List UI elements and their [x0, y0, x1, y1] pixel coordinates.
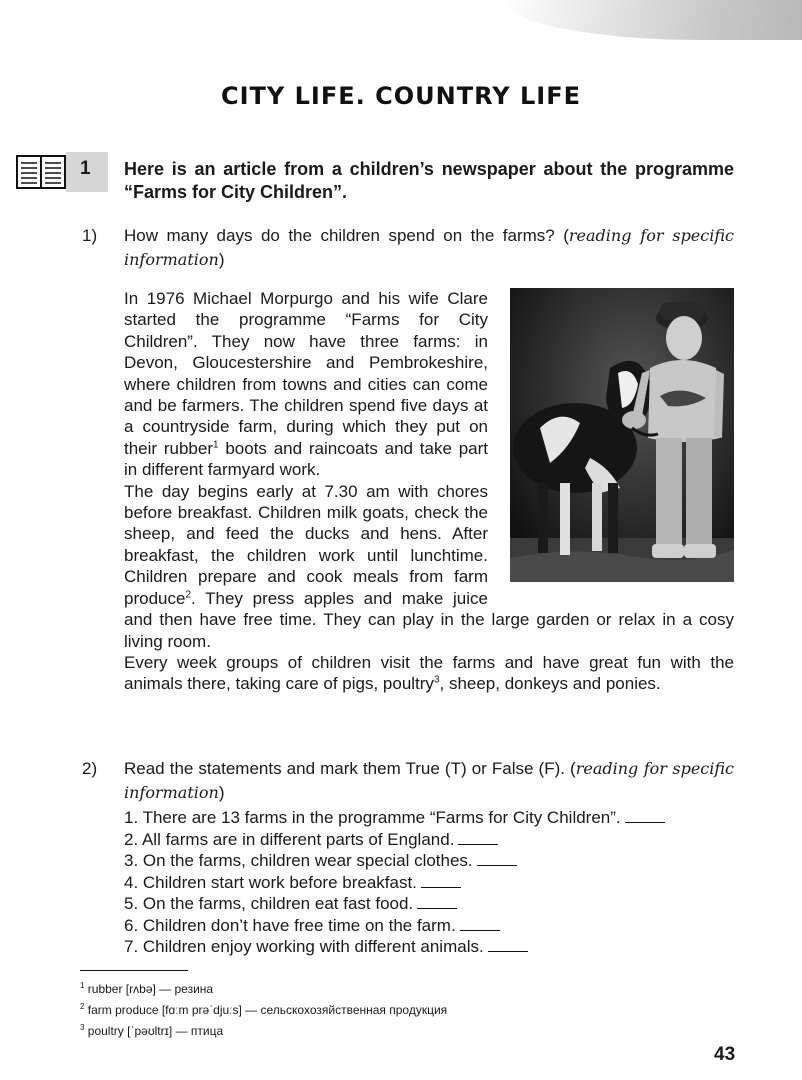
statement-item: 5. On the farms, children eat fast food.	[124, 893, 744, 915]
question-2-hint: reading for specific information	[124, 759, 734, 802]
question-1-hint: reading for specific information	[124, 226, 734, 269]
boy-with-calf-photo	[510, 288, 734, 582]
task-number: 1	[80, 158, 91, 179]
question-2-number: 2)	[82, 759, 98, 778]
statement-item: 3. On the farms, children wear special clothes.	[124, 850, 744, 872]
answer-blank[interactable]	[458, 830, 498, 845]
footnote-divider	[80, 970, 188, 971]
task-instruction: Here is an article from a children’s newspaper about the programme “Farms for City Children”.	[124, 159, 734, 202]
footnote-item: $^1$ rubber [rʌbə] — резина	[80, 981, 214, 996]
answer-blank[interactable]	[417, 894, 457, 909]
article-paragraph-1: In 1976 Michael Morpurgo and his wife Clare started the programme “Farms for City Children”. They now have three farms: in Devon, Gloucestershire and Pembrokeshire, where children from towns and cities can come and be farmers. The children spend five days at a countryside farm, during which they put on their rubber$^1$ boots and raincoats and take part in different farmyard work.	[124, 289, 488, 480]
statement-item: 4. Children start work before breakfast.	[124, 872, 744, 894]
footnote-item: $^2$ farm produce [fɑːm prəˈdjuːs] — сельскохозяйственная продукция	[80, 1002, 448, 1017]
article-paragraph-3: Every week groups of children visit the farms and have great fun with the animals there, taking care of pigs, poultry$^3$, sheep, donkeys and ponies.	[124, 652, 734, 694]
corner-decoration	[502, 0, 802, 40]
answer-blank[interactable]	[625, 808, 665, 823]
question-1-number: 1)	[82, 226, 98, 245]
article-paragraph-2: The day begins early at 7.30 am with chores before breakfast. Children milk goats, check the sheep, and feed the ducks and hens. After breakfast, the children work until lunchtime. Children prepare and cook meals from farm produce$^2$. They press apples and make juice and then have free time. They can play in the large garden or relax in a cosy living room.	[124, 481, 734, 651]
statement-item: 6. Children don’t have free time on the farm.	[124, 915, 744, 937]
page-number: 43	[714, 1044, 736, 1065]
statements-list	[124, 807, 744, 958]
statement-item: 2. All farms are in different parts of England.	[124, 829, 744, 851]
open-book-icon	[16, 155, 66, 189]
answer-blank[interactable]	[477, 851, 517, 866]
footnotes	[80, 977, 447, 1040]
statement-item: 1. There are 13 farms in the programme “Farms for City Children”.	[124, 807, 744, 829]
answer-blank[interactable]	[488, 937, 528, 952]
question-1-text: How many days do the children spend on the farms? (reading for specific information)	[124, 226, 734, 269]
article	[124, 288, 734, 695]
answer-blank[interactable]	[460, 916, 500, 931]
footnote-item: $^3$ poultry [ˈpəʊltrɪ] — птица	[80, 1023, 224, 1038]
statement-item: 7. Children enjoy working with different animals.	[124, 936, 744, 958]
page-title: CITY LIFE. COUNTRY LIFE	[220, 82, 581, 110]
answer-blank[interactable]	[421, 873, 461, 888]
question-2-text: Read the statements and mark them True (T) or False (F). (reading for specific information)	[124, 759, 734, 802]
